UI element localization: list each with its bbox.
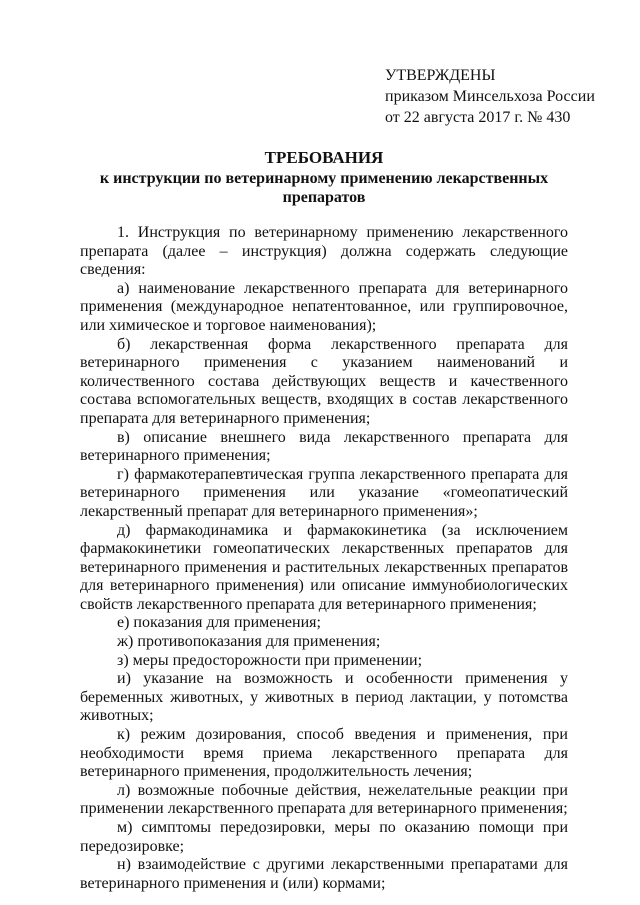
paragraph: н) взаимодействие с другими лекарственными препаратами для ветеринарного применения и (или) кормами; (80, 856, 568, 892)
paragraph: 1. Инструкция по ветеринарному применению лекарственного препарата (далее – инструкция) должна содержать следующие сведения: (80, 224, 568, 279)
paragraph: з) меры предосторожности при применении; (117, 651, 423, 669)
paragraph: г) фармакотерапевтическая группа лекарственного препарата для ветеринарного применения или указание «гомеопатический лекарственный препарат для ветеринарного применения»; (80, 465, 568, 520)
paragraph: в) описание внешнего вида лекарственного препарата для ветеринарного применения; (80, 428, 568, 465)
paragraph: д) фармакодинамика и фармакокинетика (за исключением фармакокинетики гомеопатических лекарственных препаратов для ветеринарного применения и растительных лекарственных препаратов для ветеринарного применения) или описание иммунобиологических свойств лекарственного препарата для ветеринарного применения; (80, 521, 568, 613)
document-body (80, 224, 568, 893)
approval-date: от 22 августа 2017 г. № 430 (385, 109, 571, 126)
paragraph: м) симптомы передозировки, меры по оказанию помощи при передозировке; (80, 819, 568, 855)
paragraph: а) наименование лекарственного препарата для ветеринарного применения (международное непатентованное, или группировочное, или химическое и торговое наименования); (80, 279, 568, 334)
document-subtitle: к инструкции по ветеринарному применению лекарственных препаратов (99, 170, 549, 206)
document-heading (80, 148, 568, 207)
paragraph: к) режим дозирования, способ введения и применения, при необходимости время приема лекарственного препарата для ветеринарного применения, продолжительность лечения; (80, 726, 568, 781)
paragraph: е) показания для применения; (117, 614, 321, 632)
paragraph: б) лекарственная форма лекарственного препарата для ветеринарного применения с указанием наименований и количественного состава действующих веществ и качественного состава вспомогательных веществ, входящих в состав лекарственного препарата для ветеринарного применения; (80, 335, 568, 427)
approval-order: приказом Минсельхоза России (385, 88, 595, 105)
paragraph: и) указание на возможность и особенности применения у беременных животных, у животных в период лактации, у потомства животных; (80, 670, 568, 725)
document-title: ТРЕБОВАНИЯ (264, 148, 384, 167)
approval-title: УТВЕРЖДЕНЫ (385, 67, 496, 84)
approval-stamp (385, 65, 595, 128)
paragraph: л) возможные побочные действия, нежелательные реакции при применении лекарственного препарата для ветеринарного применения; (80, 781, 568, 818)
paragraph: ж) противопоказания для применения; (117, 633, 381, 651)
